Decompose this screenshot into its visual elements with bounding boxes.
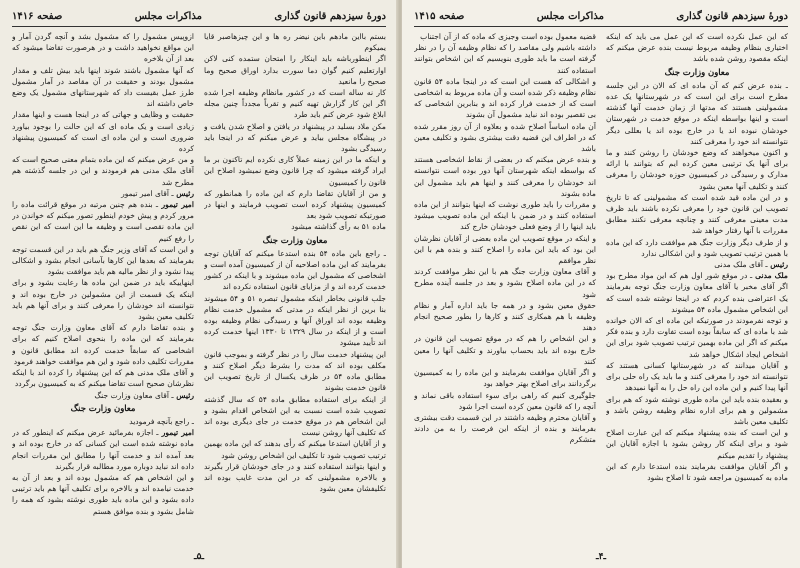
text-paragraph: و اکنون میخواهند که وضع خودشان را روشن کنند و ما برای آنها یک ترتیبی معین کرده ایم که بتوانند با ارائه مدارک و رسیدگی در کمیسیون حوزه خودشان را معرفی کنند و تکلیف آنها معین بشود (606, 148, 788, 191)
left-page-header (12, 8, 386, 24)
speaker-heading: معاون وزارت جنگ (70, 402, 136, 413)
text-paragraph: و این است که آقای وزیر جنگ هم باید در این قسمت توجه بفرمایند که بعدها این کارها بآسانی انجام بشود و اشکالی پیدا نشود و از نظر مالیه هم باید موافقت بشود (12, 244, 194, 277)
right-page-session: دورهٔ سیزدهم قانون گذاری (676, 10, 788, 22)
speaker-paragraph (606, 270, 788, 315)
speaker-name: رئیس (173, 188, 194, 198)
text-paragraph: و آقای معاون وزارت جنگ هم با این نظر موافقت کردند که در این ماده اصلاح بشود و بعد در جلسه آینده مطرح شود (414, 267, 596, 299)
left-page-journal: مذاکرات مجلس (134, 10, 202, 22)
text-paragraph: و اینها بتوانند استفاده کنند و در جای خودشان قرار بگیرند و بالاخره مشمولینی که در این مدت غایب بوده اند تکلیفشان معین بشود (204, 461, 386, 494)
left-page-footer: ـ۵ـ (193, 552, 205, 562)
text-paragraph: ماده ۵۱ به رأی گذاشته میشود (291, 222, 386, 232)
left-page (0, 0, 398, 568)
text-paragraph: اینهاییکه باید در ضمن این ماده ها رعایت بشود و برای اینکه یک قسمت از این مشمولین در خارج بوده اند و نتوانسته اند خودشان را معرفی کنند و برای آنها هم باید تکلیف معین بشود (12, 278, 194, 322)
left-page-right-column (204, 31, 386, 541)
text-paragraph: و مقررات را باید طوری نوشت که اینها بتوانند از این ماده استفاده کنند و در ضمن با اینکه این ماده تصویب میشود باید اینها را از وضع فعلی خودشان خارج کند (414, 200, 596, 232)
text-paragraph: ازوپیس مشمول را که مشمول بشد و آنچه گردن آمار و این مواقع نخواهید داشت و در هرصورت تقاضا میشود که بعد از آن بلاخره (12, 32, 194, 64)
speaker-name: امیر تیمور (158, 428, 194, 438)
left-page-session: دورهٔ سیزدهم قانون گذاری (274, 10, 386, 22)
left-page-left-column (12, 31, 194, 541)
text-paragraph: و من از آقایان تقاضا دارم که این ماده را همانطور که کمیسیون پیشنهاد کرده است تصویب فرمایند و اینها در صورتیکه تصویب شود بعد (204, 188, 386, 221)
text-paragraph: و توجه نفرمودند در صورتیکه این ماده ای که الان خوانده شد با ماده ای که سابقاً بوده است تفاوت دارد و بنده فکر میکنم که اگر این ماده بهمین ترتیب تصویب شود برای این اشخاص ایجاد اشکال خواهد شد (606, 316, 788, 359)
text-paragraph: و بنده تقاضا دارم که آقای معاون وزارت جنگ توجه بفرمایند که این ماده را بنحوی اصلاح کنیم که برای اشخاصی که سابقاً خدمت کرده اند مطابق قانون و مقررات تکلیف داده شود و این هم موافقت خواهند فرمود (12, 323, 194, 366)
text-paragraph: مکن ملاد بسلید در پیشنهاد در یافتن و اصلاح شدن یافت و در پیشگاه مجلس بیاید و عرض میکنم که در اینجا باید رسیدگی بشود (204, 121, 386, 154)
speaker-heading: معاون وزارت جنگ (664, 66, 730, 77)
speaker-name: ملک مدنی (752, 271, 788, 281)
speaker-text: ـ آقای ملک مدنی (714, 260, 768, 270)
right-page-journal: مذاکرات مجلس (536, 10, 604, 22)
text-paragraph: قضیه معمول بوده است وجیزی که ماده که از آن اجتناب (420, 32, 596, 41)
speaker-paragraph (12, 188, 194, 199)
speaker-text: ـ بنده هم چنین مرتبه در موقع قرائت ماده را مرور کردم و پیش خودم اینطور تصور میکنم که خواندن در این ماده نقصی است و وظیفه ما این است که این نقص را رفع کنیم (12, 200, 194, 243)
text-paragraph: جلوگیری کنیم که راهی برای سوء استفاده باقی نماند و آنچه را که قانون معین کرده است اجرا شود (414, 390, 596, 411)
right-page (402, 0, 800, 568)
left-page-header-rule (12, 26, 386, 27)
text-paragraph: جلب قانونی بخاطر اینکه مشمول تبصره ۵۱ و ۵۴ میشوند بنا برین از نظر اینکه در مدتی که مشمول خدمت نظام وظیفه بوده اند اوراق آنها و رسیدگی نظام وظیفه بوده است و از اینکه در سال ۱۳۲۹ تا ۱۳۳۰ اینها خدمت کرده اند تأیید میشود (204, 293, 386, 348)
speaker-heading: معاون وزارت جنگ (262, 234, 328, 245)
text-paragraph: و اینکه در موقع تصویب این ماده بعضی از آقایان نظرشان این بود که باید این ماده را اصلاح کنند و بنده هم با این نظر موافقم (414, 233, 596, 266)
speaker-paragraph (12, 390, 194, 401)
text-paragraph: و این اشخاص هم که مشمول بوده اند و بعد از آن به خدمت نیامده اند و بالاخره برای تکلیف آنها هم باید ترتیبی داده بشود و این ماده باید طوری نوشته بشود که همه را شامل بشود و بنده موافق هستم (12, 472, 194, 516)
text-paragraph: حقیقت و وظایف و جهاتی که در اینجا هست و اینها مقدار زیادی است و یک ماده ای که این حالت را بوجود بیاورد ضروری است و این ماده ای است که کمیسیون پیشنهاد کرده (12, 110, 194, 154)
text-paragraph: و آقای ملک مدنی هم که این پیشنهاد را کرده اند با اینکه نظرشان صحیح است تقاضا میکنم که به کمیسیون برگردد (12, 368, 194, 389)
speaker-name: رئیس (173, 390, 194, 400)
text-paragraph: و اگر آقایان موافقت بفرمایند بنده استدعا دارم که این ماده به کمیسیون مراجعه شود تا اصلاح بشود (606, 461, 788, 482)
right-page-left-column (414, 31, 596, 541)
speaker-text: ـ در موقع شور اول هم که این مواد مطرح بود اگر آقای مخبر یا آقای معاون وزارت جنگ توجه بفرمایند یک اعتراضی بنده کردم که در اینجا نوشته شده است که این اشخاص مشمول ماده ۵۴ میشوند (606, 271, 788, 314)
text-paragraph: اگر اینطورباشه باید اینکار را امتحان ستمده کنی لاکن اوارتعلیم کنیم گوان دما سورت بدارد اوراق صحیح وما صحیح را مانعید (204, 54, 386, 86)
text-paragraph: ـ بنده عرض کنم که آن ماده ای که الان در این جلسه مطرح است برای این است که در شهرستانها یک عده مشمولینی هستند که مدتها از زمان خدمت آنها گذشته است و اینها بواسطه اینکه در موقع خدمت در شهرستان خودشان نبوده اند یا در خارج بوده اند یا بعللی دیگر نتوانسته اند خود را معرفی کنند (606, 80, 788, 146)
text-paragraph: و اشکالی که هست این است که در اینجا ماده ۵۴ قانون نظام وظیفه ذکر شده است و آن ماده مربوط به اشخاصی است که از خدمت فرار کرده اند و بنابرین اشخاصی که بی تقصیر بوده اند نباید مشمول آن بشوند (414, 76, 596, 120)
right-page-right-column (606, 31, 788, 541)
text-paragraph: و این است که بنده پیشنهاد میکنم که این عبارت اصلاح شود و برای اینکه کار روشن بشود با اجازه آقایان این پیشنهاد را تقدیم میکنم (606, 428, 788, 460)
speaker-text: ـ آقای معاون وزارت جنگ (94, 390, 174, 400)
left-page-number: صفحه ۱۴۱۶ (12, 10, 63, 22)
speaker-text: ـ آقای امیر تیمور (121, 188, 174, 198)
text-paragraph: داشته باشیم ولی مقاصد را که نظام وظیفه آن را در نظر گرفته است ما باید طوری بنویسیم که این اشخاص بتوانند استفاده کنند (414, 43, 596, 75)
text-paragraph: که آنها مشمول باشند شوند اینها باید بیش تلف و مقدار مشمول بودند و حقیقت در آن مقاصد در آمار مشمول طرز عمل بقیست داد که شهرستانهای مشمول یک وضع خاص داشته اند (12, 65, 194, 109)
text-paragraph: از اینکه برای استفاده مطابق ماده ۵۴ که سال گذشته تصویب شده است نسبت به این اشخاص اقدام بشود و این اشخاص هم در موقع خدمت در جای دیگری بوده اند که تکلیف آنها روشن نیست (204, 394, 386, 438)
text-paragraph: و این اشخاص را هم که در موقع تصویب این قانون در خارج بوده اند باید بحساب بیاورند و تکلیف آنها را معین کنند (414, 334, 596, 366)
text-paragraph: و من عرض میکنم که این ماده بتمام معنی صحیح است که آقای ملک مدنی هم فرمودند و این در جلسه گذشته هم مطرح شد (12, 155, 194, 187)
text-paragraph: و آقایان میدانند که در شهرستانها کسانی هستند که نتوانسته اند خود را معرفی کنند و ما باید یک راه حلی برای آنها پیدا کنیم و این ماده این راه حل را به آنها نمیدهد (606, 360, 788, 393)
speaker-name: امیر تیمور (158, 200, 194, 210)
text-paragraph: و اینکه ما در این زمینه عملاً کاری نکرده ایم تاکنون بر ما ایراد گرفته میشود که چرا قانون وضع نمیشود اصلاح این قانون را کمیسیون (204, 155, 386, 187)
text-paragraph: ـ راجع بآنچه فرمودید (129, 416, 194, 426)
text-paragraph: و از آقایان استدعا میکنم که رأی بدهند که این ماده بهمین ترتیب تصویب شود تا تکلیف این اشخاص روشن شود (204, 439, 386, 460)
speaker-paragraph (12, 427, 194, 472)
text-paragraph: و در این ماده قید شده است که مشمولینی که تا تاریخ تصویب این قانون خود را معرفی نکرده باشند باید ظرف مدت معینی معرفی کنند و چنانچه معرفی نکنند مطابق مقررات با آنها رفتار خواهد شد (606, 192, 788, 236)
text-paragraph: و از طرف دیگر وزارت جنگ هم موافقت دارد که این ماده با همین ترتیب تصویب شود و این اشکالی ندارد (606, 237, 788, 258)
text-paragraph: بستم بااین مادهم باین نیضر ره ها و این چیزهاصبر قایا یمیکوم (204, 32, 386, 53)
speaker-paragraph (12, 199, 194, 244)
speaker-text: ـ اجازه بفرمائید عرض میکنم که اینطور که در ماده نوشته شده است این کسانی که در خارج بوده اند و بعد آمده اند و خدمت آنها را مطابق این مقررات انجام داده اند نباید دوباره مورد مطالبه قرار بگیرند (12, 428, 194, 471)
text-paragraph: حقوق معین بشود و در همه جا باید اداره آمار و نظام وظیفه با هم همکاری کنند و کارها را بطور صحیح انجام دهند (414, 300, 596, 333)
text-paragraph: که این عمل نکرده است که این عمل می باید که اینکه اختیاری بنظام وظیفه مربوط نیست بنده عرض میکنم که اینکه مقصود روشن شده باشد (606, 32, 788, 64)
right-page-columns (414, 31, 788, 541)
right-page-footer: ـ۴ـ (595, 552, 607, 562)
text-paragraph: این پیشنهاد خدمت سال را در نظر گرفته و بموجب قانون مکلف بوده اند که مدت را بشرط دیگر اصلاح کنند و مطابق ماده ۵۴ در ظرف یکسال از تاریخ تصویب این قانون خدمت بشوند (204, 349, 386, 393)
text-paragraph: و بعقیده بنده باید این ماده طوری نوشته شود که هم برای مشمولین و هم برای اداره نظام وظیفه روشن باشد و تکلیف معین باشد (606, 394, 788, 426)
right-page-number: صفحه ۱۴۱۵ (414, 10, 465, 22)
right-page-header-rule (414, 26, 788, 27)
text-paragraph: ـ راجع باین ماده ۵۴ بنده استدعا میکنم که آقایان توجه بفرمایند که این ماده اصلاحیه آن از کمیسیون آمده است و اشخاصی که مشمول این ماده میشوند و با اینکه در کشور خدمت کرده اند و از مزایای قانون استفاده نکرده اند (204, 248, 386, 292)
text-paragraph: کار نه ساله است که در کشور مانظام وظیفه اجرا شده اگر این کار گزارش تهیه کنیم و تقرباً مجدداً چنین مجله ابلاغ شود عرض کنم باید طرد (204, 88, 386, 120)
right-page-header (414, 8, 788, 24)
text-paragraph: آن ماده اساساً اصلاح شده و بعلاوه از آن روز مقرر شده که در اطراف این قضیه دقت بیشتری بشود و تکلیف معین باشد (414, 121, 596, 154)
left-page-columns (12, 31, 386, 541)
speaker-paragraph (606, 259, 788, 270)
speaker-name: رئیس (767, 260, 788, 270)
text-paragraph: و اگر آقایان موافقت بفرمایند و این ماده را به کمیسیون برگردانند برای اصلاح بهتر خواهد بود (414, 368, 596, 389)
text-paragraph: و بنده عرض میکنم که در بعضی از نقاط اشخاصی هستند که بواسطه اینکه شهرستان آنها دور بوده است نتوانسته اند خودشان را معرفی کنند و اینها هم باید مشمول این ماده بشوند (414, 155, 596, 198)
text-paragraph: و آقایان محترم وظیفه داشتند در این قسمت دقت بیشتری بفرمایند و بنده از اینکه این فرصت را به من دادند متشکرم (414, 412, 596, 445)
